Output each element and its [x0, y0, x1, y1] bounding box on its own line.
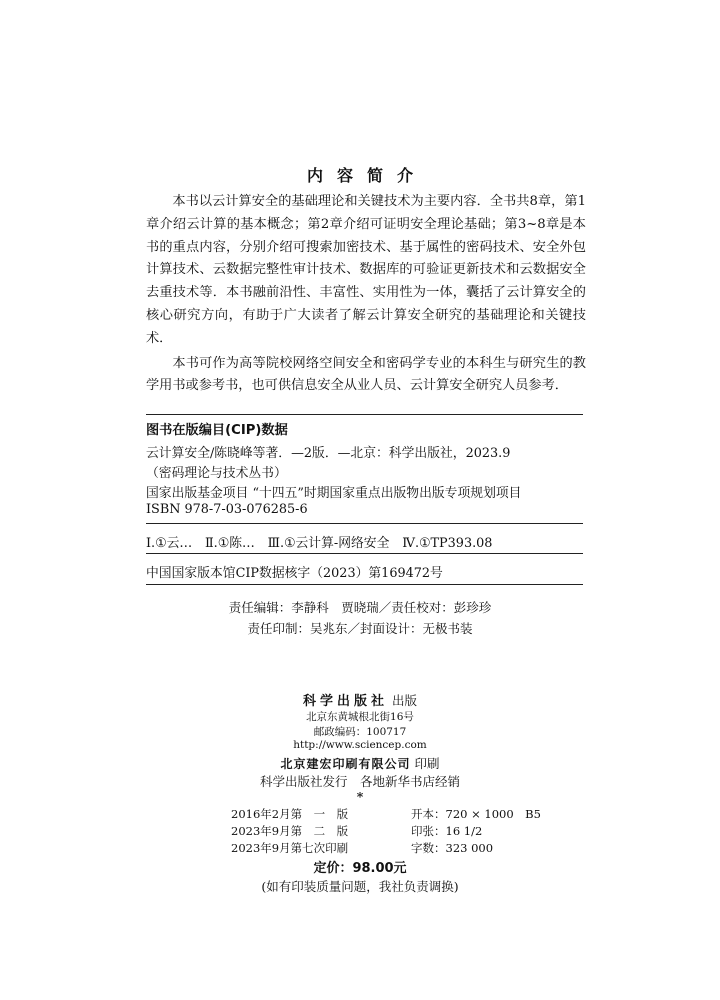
edition-left: 2023年9月第七次印刷: [231, 841, 349, 855]
distribution-line: 科学出版社发行 各地新华书店经销: [259, 774, 460, 789]
edition-row: [231, 806, 541, 822]
cip-mid-rule-2: [146, 553, 583, 554]
cip-line-1: 云计算安全/陈晓峰等著．—2版．—北京：科学出版社，2023.9: [146, 446, 511, 461]
cip-isbn: ISBN 978-7-03-076285-6: [146, 502, 308, 517]
edition-right: 印张：16 1/2: [411, 824, 483, 838]
printer-suffix: 印刷: [410, 756, 440, 771]
cip-bottom-rule: [146, 584, 583, 585]
edition-row: [231, 823, 482, 839]
cip-record-number: 中国国家版本馆CIP数据核字（2023）第169472号: [146, 566, 443, 581]
summary-body: [146, 191, 586, 398]
cip-top-rule: [146, 414, 583, 415]
cip-mid-rule-1: [146, 523, 583, 524]
edition-right: 字数：323 000: [411, 841, 494, 855]
credits-line-1: 责任编辑：李静科 贾晓瑞／责任校对：彭珍珍: [228, 600, 492, 615]
quality-notice: (如有印装质量问题，我社负责调换): [261, 879, 459, 894]
cip-classification: Ⅰ.①云… Ⅱ.①陈… Ⅲ.①云计算-网络安全 Ⅳ.①TP393.08: [146, 536, 493, 551]
edition-left: 2023年9月第 二 版: [231, 824, 349, 838]
summary-paragraph-1: 本书以云计算安全的基础理论和关键技术为主要内容．全书共8章，第1章介绍云计算的基本概念；第2章介绍可证明安全理论基础；第3~8章是本书的重点内容，分别介绍可搜索加密技术、基于属性的密码技术、安全外包计算技术、云数据完整性审计技术、数据库的可验证更新技术和云数据安全去重技术等．本书融前沿性、丰富性、实用性为一体，囊括了云计算安全的核心研究方向，有助于广大读者了解云计算安全研究的基础理论和关键技术．: [146, 194, 586, 346]
summary-paragraph-2: 本书可作为高等院校网络空间安全和密码学专业的本科生与研究生的教学用书或参考书，也可供信息安全从业人员、云计算安全研究人员参考．: [146, 355, 586, 394]
publisher-line: [0, 690, 720, 709]
publisher-name: 科学出版社: [303, 694, 389, 709]
credits-line-2: 责任印制：吴兆东／封面设计：无极书装: [247, 621, 473, 636]
printer-line: [0, 753, 720, 772]
printer-name: 北京建宏印刷有限公司: [280, 757, 411, 771]
cip-line-3: 国家出版基金项目 “十四五”时期国家重点出版物出版专项规划项目: [146, 486, 522, 501]
asterisk-separator: *: [356, 789, 364, 804]
publisher-suffix: 出版: [388, 693, 417, 708]
price: 定价：98.00元: [313, 861, 407, 876]
publisher-postcode: 邮政编码：100717: [313, 726, 407, 738]
cip-line-2: （密码理论与技术丛书）: [146, 466, 287, 481]
cip-heading: 图书在版编目(CIP)数据: [146, 423, 288, 438]
edition-left: 2016年2月第 一 版: [231, 807, 349, 821]
edition-right: 开本：720 × 1000 B5: [411, 807, 541, 821]
publisher-address: 北京东黄城根北街16号: [306, 711, 414, 723]
publisher-website: http://www.sciencep.com: [293, 739, 427, 751]
summary-title: 内容简介: [306, 166, 427, 185]
edition-row: [231, 840, 493, 856]
